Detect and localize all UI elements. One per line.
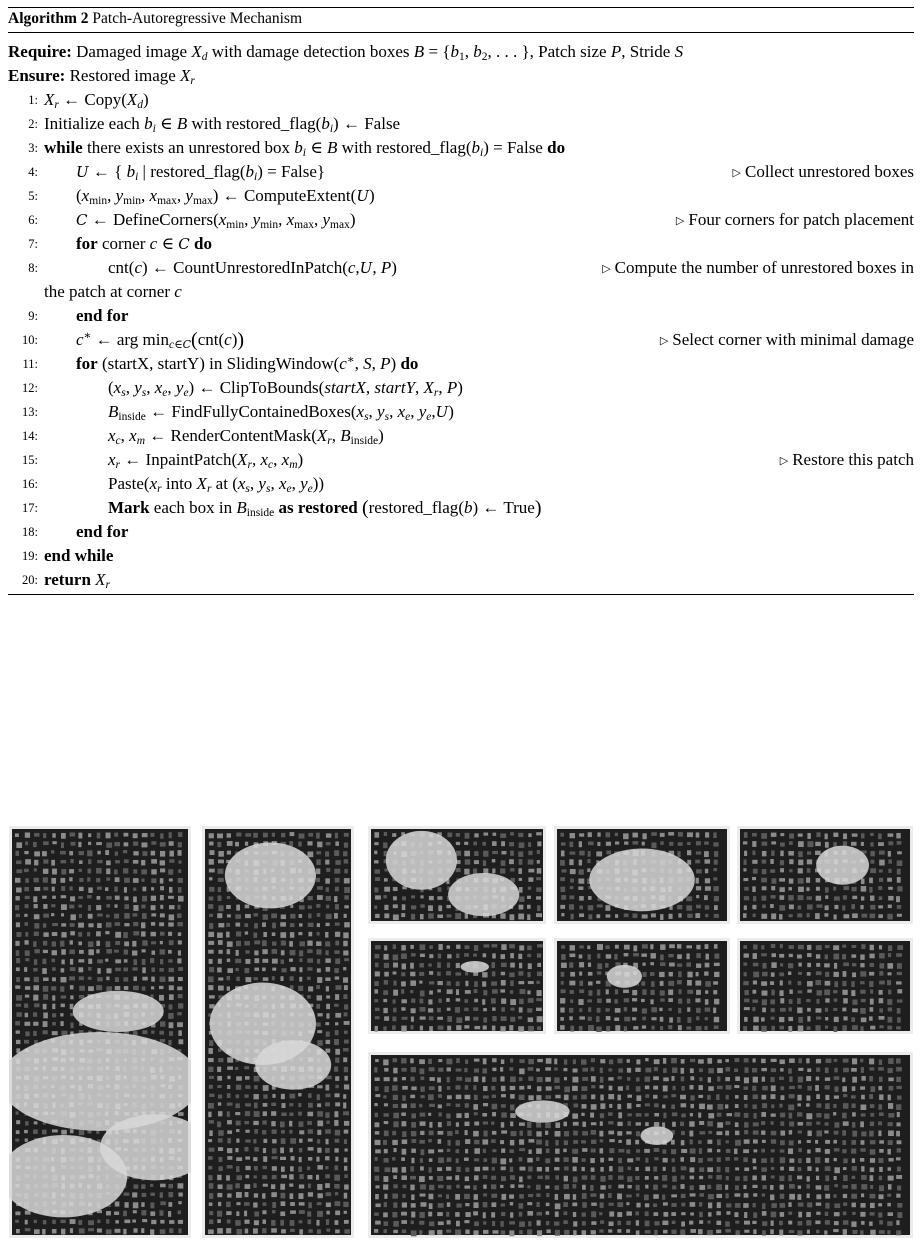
rubbing-small-2 — [554, 826, 730, 924]
rubbing-texture — [368, 1052, 913, 1238]
rubbing-small-5 — [554, 938, 730, 1034]
top-rule — [8, 7, 914, 8]
algo-line: 2: Initialize each $b_i$ ∈ B with $restored\_flag(b_i)$ ← False — [28, 114, 401, 135]
rubbing-texture — [554, 938, 730, 1034]
caption-rule — [8, 32, 914, 33]
algo-line: 10: c∗ ← arg $\min_{c\in C}(cnt(c))$ ▷ Select corner with minimal damage — [8, 328, 914, 352]
algo-line: 16: $Paste(x_r$ into $X_r$ at ($x_s$, $y_s$, $x_e$, $y_e$)) — [22, 474, 325, 495]
algo-line: 11: for (startX, startY) in SlidingWindow(c∗, S, P) do — [22, 354, 419, 373]
rubbing-small-3 — [737, 826, 913, 924]
algo-line: 13: $B_{inside}$ ← $FindFullyContainedBoxes(x_s$, $y_s$, $x_e$, $y_e,U$) — [22, 402, 454, 423]
algo-line: 4: U ← { $b_i$ | $restored\_flag(b_i)$ = False} ▷ Collect unrestored boxes — [8, 160, 914, 184]
algo-line: 17: Mark each box in $B_{inside}$ as restored (restored_flag(b) ← True) — [22, 497, 542, 519]
algorithm-caption — [8, 9, 302, 29]
algo-line: 7: for corner c ∈ C do — [28, 234, 212, 253]
algo-line: 3: while there exists an unrestored box $b_i$ ∈ B with $restored\_flag(b_i)$ = False do — [28, 138, 566, 159]
ensure-line: Ensure: Restored image $X_r$ — [8, 66, 195, 87]
bottom-rule — [8, 594, 914, 595]
rubbing-small-4 — [368, 938, 546, 1034]
rubbing-texture — [737, 826, 913, 924]
algorithm-title: Patch-Autoregressive Mechanism — [92, 10, 303, 27]
algo-line: 20: return $X_r$ — [22, 570, 111, 591]
rubbing-tall-middle — [202, 826, 354, 1238]
algo-line: 6: C ← $DefineCorners(x_{min}$, $y_{min}$, $x_{max}$, $y_{max}$) ▷ Four corners for patch placement — [8, 208, 914, 232]
rubbing-wide-bottom — [368, 1052, 913, 1238]
algo-line-continuation: the patch at corner c — [44, 282, 182, 301]
algo-line: 9: end for — [28, 306, 129, 325]
algorithm-label: Algorithm 2 — [8, 10, 89, 27]
algo-line: 8: cnt(c) ← CountUnrestoredInPatch(c,U, P) ▷ Compute the number of unrestored boxes in — [8, 256, 914, 280]
algo-line: 5: ($x_{min}$, $y_{min}$, $x_{max}$, $y_{max}$) ← ComputeExtent(U) — [28, 186, 375, 207]
algo-line: 12: ($x_s$, $y_s$, $x_e$, $y_e$) ← ClipToBounds(startX, startY, $X_r$, P) — [22, 378, 463, 399]
rubbing-texture — [554, 826, 730, 924]
comment-count: ▷ Compute the number of unrestored boxes in — [602, 258, 914, 277]
comment-collect: ▷ Collect unrestored boxes — [732, 162, 914, 181]
comment-select: ▷ Select corner with minimal damage — [659, 330, 914, 349]
require-line: Require: Damaged image $X_d$ with damage detection boxes $B = \{b_1$, $b_2$, . . . }, Patch size P, Stride S — [8, 42, 684, 63]
rubbing-texture — [9, 826, 191, 1238]
rubbing-tall-left — [9, 826, 191, 1238]
algo-line: 18: end for — [22, 522, 129, 541]
algo-line: 14: $x_c$, $x_m$ ← $RenderContentMask(X_r$, $B_{inside}$) — [22, 426, 384, 447]
algo-line: 19: end while — [22, 546, 114, 565]
rubbing-small-1 — [368, 826, 546, 924]
comment-corners: ▷ Four corners for patch placement — [675, 210, 914, 229]
rubbing-texture — [737, 938, 913, 1034]
rubbing-texture — [202, 826, 354, 1238]
rubbing-texture — [368, 938, 546, 1034]
rubbing-small-6 — [737, 938, 913, 1034]
algo-line: 15: $x_r$ ← $InpaintPatch(X_r$, $x_c$, $x_m$) ▷ Restore this patch — [8, 448, 914, 472]
algo-line: 1: $X_r$ ← $Copy(X_d)$ — [28, 90, 149, 111]
comment-restore: ▷ Restore this patch — [779, 450, 914, 469]
rubbing-texture — [368, 826, 546, 924]
